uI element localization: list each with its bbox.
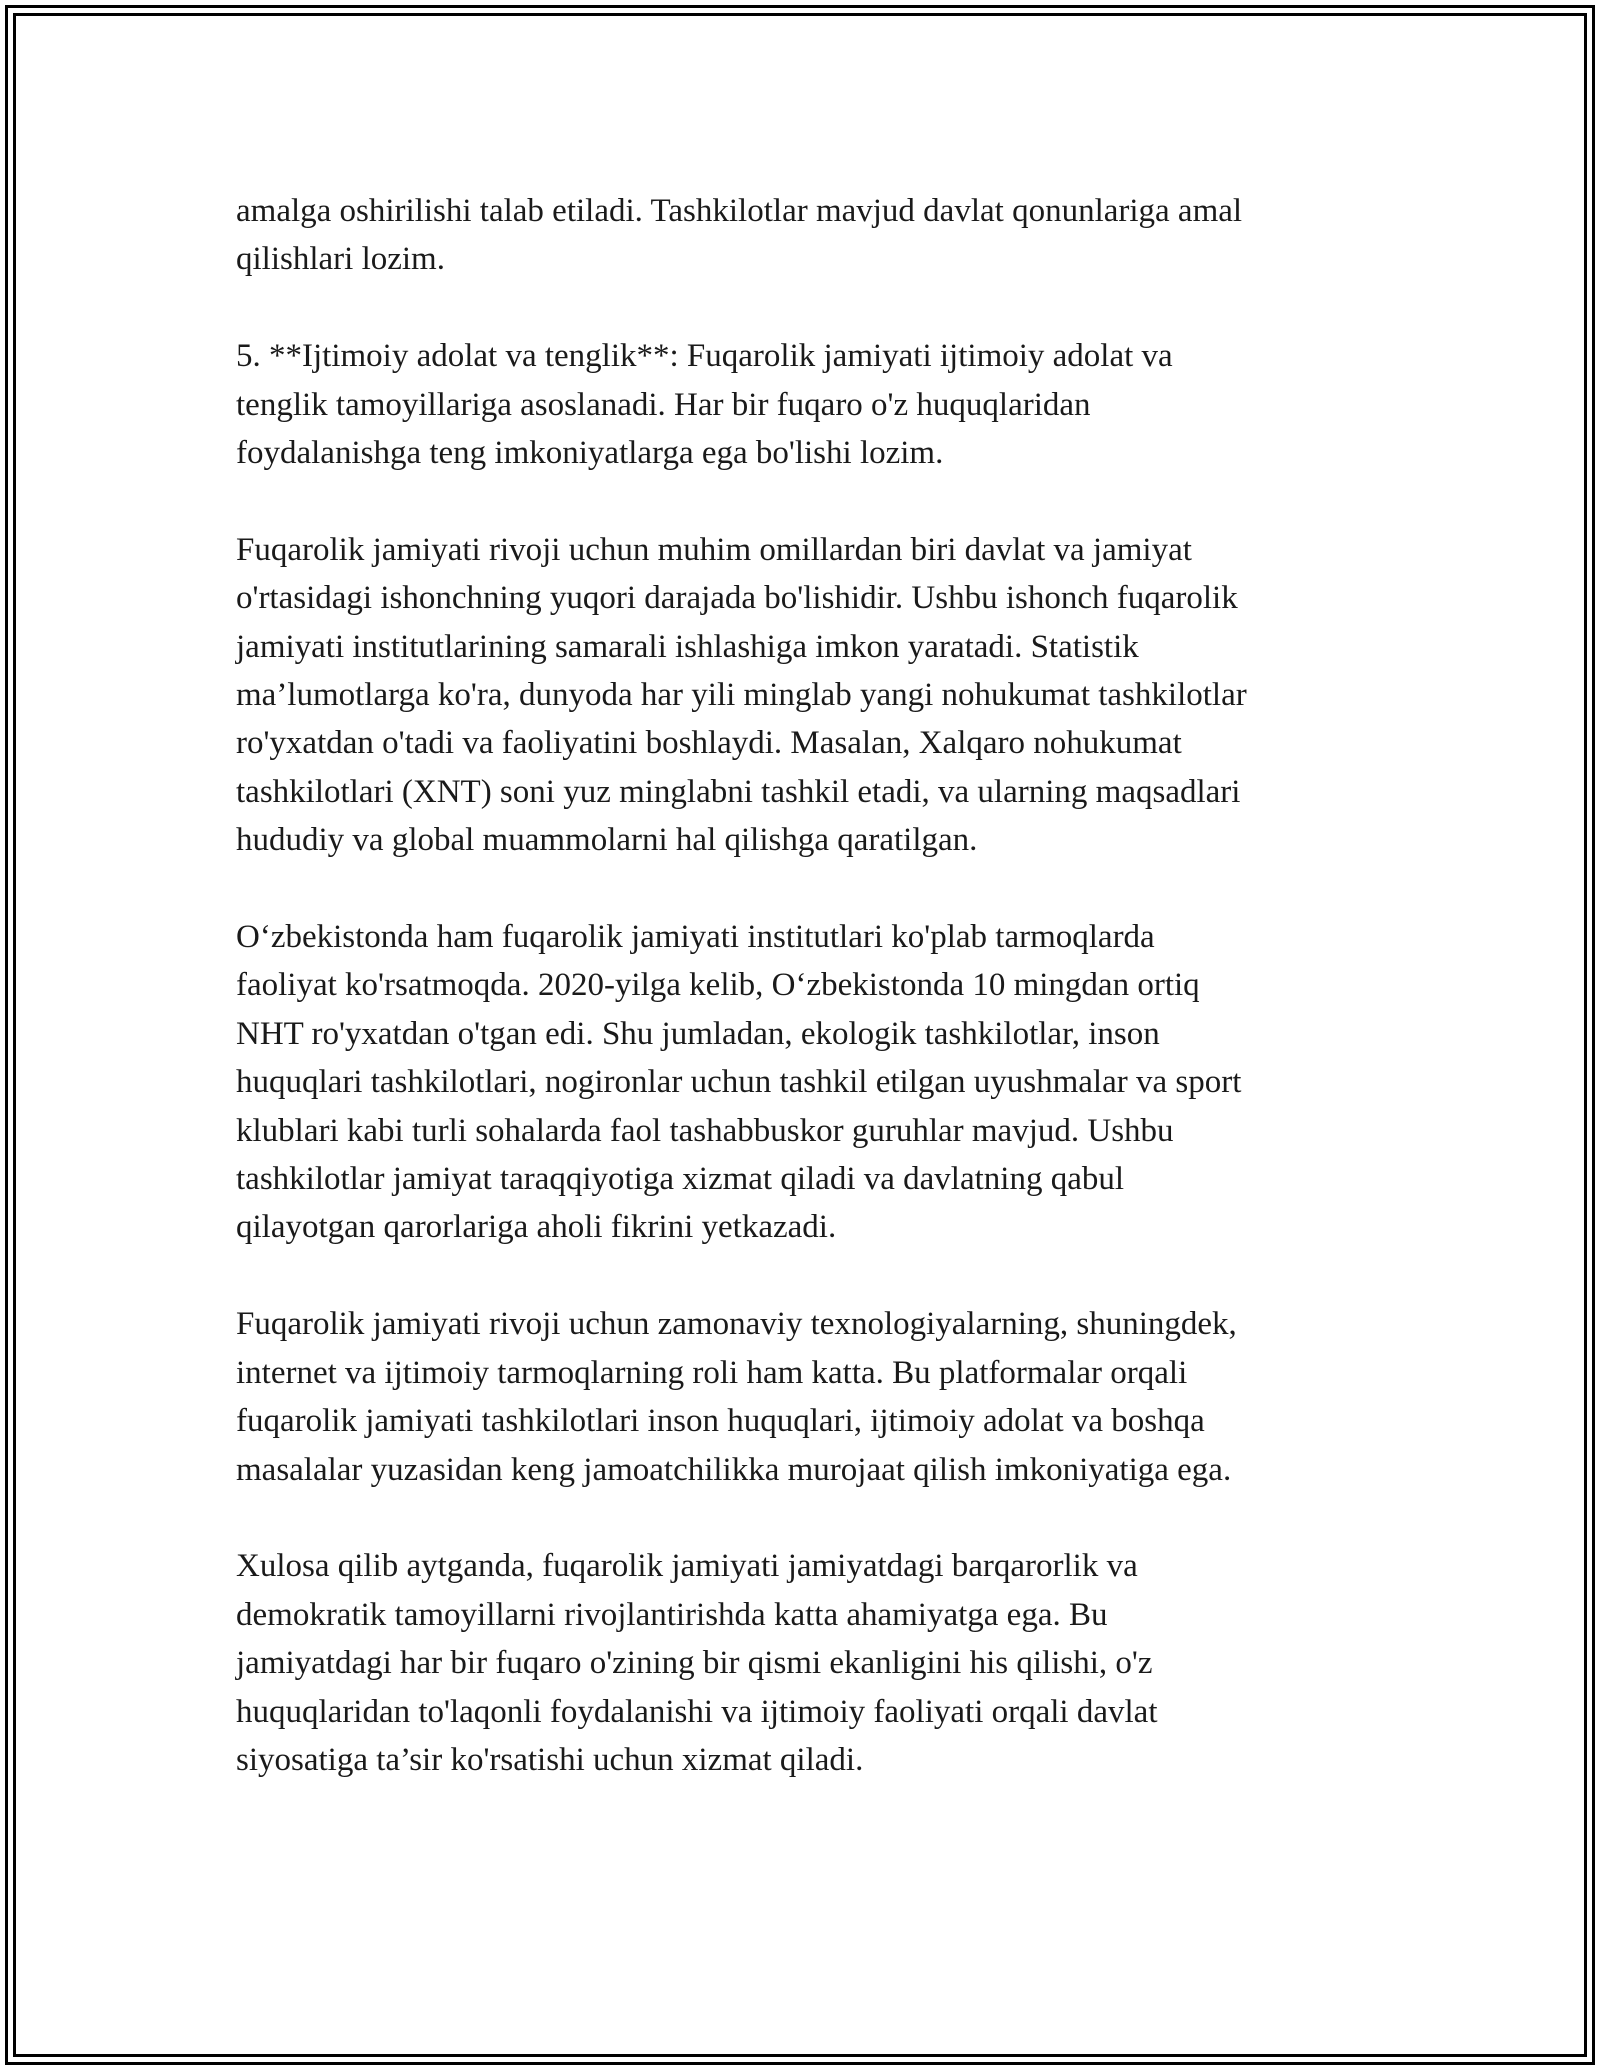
text-line: 5. **Ijtimoiy adolat va tenglik**: Fuqarolik jamiyati ijtimoiy adolat va — [236, 338, 1173, 375]
text-line: masalalar yuzasidan keng jamoatchilikka murojaat qilish imkoniyatiga ega. — [236, 1451, 1232, 1488]
text-line: hududiy va global muammolarni hal qilishga qaratilgan. — [236, 822, 978, 859]
text-line: amalga oshirilishi talab etiladi. Tashkilotlar mavjud davlat qonunlariga amal — [236, 193, 1243, 229]
text-line: qilishlari lozim. — [236, 241, 445, 278]
text-line: ro'yxatdan o'tadi va faoliyatini boshlaydi. Masalan, Xalqaro nohukumat — [236, 725, 1182, 762]
text-line: jamiyati institutlarining samarali ishlashiga imkon yaratadi. Statistik — [236, 628, 1139, 665]
text-line: ma’lumotlarga ko'ra, dunyoda har yili minglab yangi nohukumat tashkilotlar — [236, 677, 1247, 714]
text-line: siyosatiga ta’sir ko'rsatishi uchun xizmat qiladi. — [236, 1741, 864, 1778]
paragraph-6 — [236, 1542, 1376, 1784]
paragraph-3 — [236, 526, 1376, 865]
text-line: internet va ijtimoiy tarmoqlarning roli ham katta. Bu platformalar orqali — [236, 1354, 1188, 1391]
text-line: huquqlari tashkilotlari, nogironlar uchun tashkil etilgan uyushmalar va sport — [236, 1064, 1242, 1101]
paragraph-2 — [236, 332, 1376, 477]
text-line: Fuqarolik jamiyati rivoji uchun muhim omillardan biri davlat va jamiyat — [236, 531, 1192, 568]
text-line: qilayotgan qarorlariga aholi fikrini yetkazadi. — [236, 1209, 837, 1246]
text-line: Xulosa qilib aytganda, fuqarolik jamiyati jamiyatdagi barqarorlik va — [236, 1548, 1138, 1585]
text-line: NHT ro'yxatdan o'tgan edi. Shu jumladan, ekologik tashkilotlar, inson — [236, 1015, 1160, 1052]
text-line: Fuqarolik jamiyati rivoji uchun zamonaviy texnologiyalarning, shuningdek, — [236, 1306, 1237, 1343]
text-line: tashkilotlar jamiyat taraqqiyotiga xizmat qiladi va davlatning qabul — [236, 1161, 1125, 1198]
text-line: O‘zbekistonda ham fuqarolik jamiyati institutlari ko'plab tarmoqlarda — [236, 919, 1155, 956]
text-line: tenglik tamoyillariga asoslanadi. Har bir fuqaro o'z huquqlaridan — [236, 386, 1091, 423]
paragraph-4 — [236, 913, 1376, 1252]
text-line: klublari kabi turli sohalarda faol tashabbuskor guruhlar mavjud. Ushbu — [236, 1112, 1174, 1149]
text-line: o'rtasidagi ishonchning yuqori darajada bo'lishidir. Ushbu ishonch fuqarolik — [236, 580, 1238, 617]
text-line: demokratik tamoyillarni rivojlantirishda katta ahamiyatga ega. Bu — [236, 1596, 1108, 1633]
text-line: huquqlaridan to'laqonli foydalanishi va ijtimoiy faoliyati orqali davlat — [236, 1693, 1158, 1730]
document-body — [236, 187, 1376, 1833]
paragraph-1 — [236, 187, 1376, 284]
text-line: fuqarolik jamiyati tashkilotlari inson huquqlari, ijtimoiy adolat va boshqa — [236, 1403, 1205, 1440]
text-line: tashkilotlari (XNT) soni yuz minglabni tashkil etadi, va ularning maqsadlari — [236, 773, 1241, 810]
text-line: foydalanishga teng imkoniyatlarga ega bo'lishi lozim. — [236, 435, 944, 472]
paragraph-5 — [236, 1300, 1376, 1494]
text-line: faoliyat ko'rsatmoqda. 2020-yilga kelib, O‘zbekistonda 10 mingdan ortiq — [236, 967, 1200, 1004]
text-line: jamiyatdagi har bir fuqaro o'zining bir qismi ekanligini his qilishi, o'z — [236, 1645, 1153, 1682]
